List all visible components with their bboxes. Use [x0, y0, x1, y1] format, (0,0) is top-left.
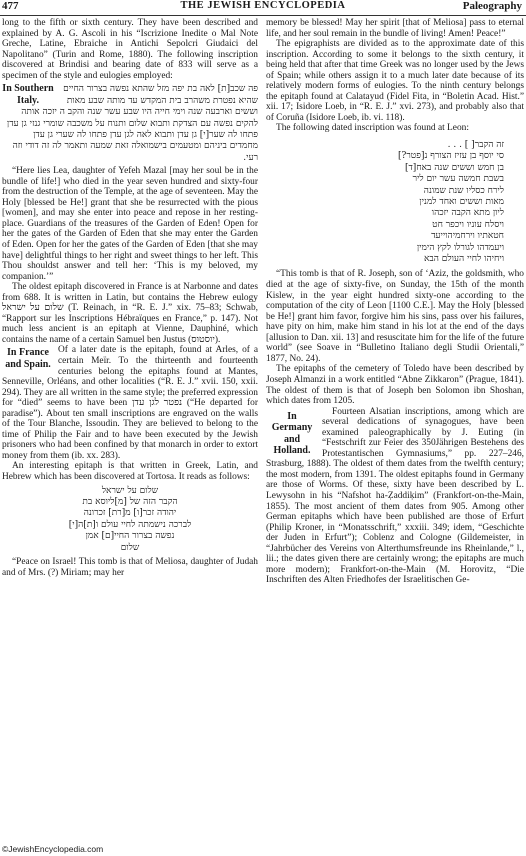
hebrew-line: שלום על ישראל: [101, 485, 159, 496]
left-column: [2, 18, 258, 578]
hebrew-line: יהודה זכר[ו] מ[רת] זכרונה: [83, 508, 177, 519]
side-heading-germany-holland: In Germany and Holland.: [271, 410, 313, 457]
paragraph: long to the fifth or sixth century. They have been described and explained by A. G. Ascoli in his “Iscrizione Inedite o Mal Note Greche, Latine, Ebraiche in Antichi Sepolcri Giudaici del Napolitano” (Turin and Rome, 1880). The following inscription discovered at Brindisi and bearing date of 833 will serve as a specimen of the style and eulogies employed:: [2, 18, 258, 81]
hebrew-line: ליון מתא הקבה יזכהו: [431, 208, 504, 219]
hebrew-inscription-brindisi: פה שכב[ת] לאה בת יפה מזל שהתא נפשה בצרור החיים שהיא נפטרת משהרב בית המקדש עד מותה שבע מאות וששים וארבעה שנה וימי חייה היו שבע עשר שנה והקב ה יזכה אותה להקים נפשה עם הצדקת ותבוא שלום ותנוח על משכבה שומרי גנזי גן עדן פתחו לה שער[י] גן עדן ותבוא לאה לגן עדן פתחו לה שערי גן עדן מחמדים ביניהם ומטעמים בישמואלה זאת שמעה ותאמר לה זה דודי וזה רעי.: [6, 84, 258, 163]
header-rule: [0, 15, 526, 16]
hebrew-line: נפשה בצרור החיי[ם] אמן: [85, 531, 175, 542]
page-number: 477: [2, 0, 19, 12]
hebrew-line: בשבת חמשה עשר יום ליר: [412, 174, 504, 185]
paragraph: Of a later date is the epitaph, found at Arles, of a certain Meïr. To the thirteenth and fourteenth centuries belong the epitaphs found at Mantes, Senneville, Orléans, and other localities (“R. E. J.” xvii. 150, xxii. 294). They are all written in the same style; the preferred expression for “died” seems to have been נפטר לגן עדן (“He departed for paradise”). About ten small inscriptions are engraved on the walls of the Tour Blanche, Issoudin. They are believed to belong to the time of Philip the Fair and to have been executed by the Jewish prisoners who had been confined by that monarch in order to extort money from them (ib. xx. 283).: [2, 345, 258, 461]
paragraph: “Here lies Lea, daughter of Yefeh Mazal [may her soul be in the bundle of life!] who died in the year seven hundred and sixty-four from the destruction of the Temple, at the age of seventeen. May the Holy [blessed be He!] grant that she be resurrected with the pious [women], and may she enter into peace and repose in her resting-place. Guardians of the treasures of the Garden of Eden! Open for her the gates of the Garden of Eden that she may enter the Garden of Eden. Open for her the gates of the Garden of Eden [that she may have] delightful things to her right and sweet things to her left. This Thou shouldst answer and tell her: ‘This is my beloved, my companion.’”: [2, 166, 258, 282]
hebrew-line: לירח כסליו שנת שמונה: [423, 185, 504, 196]
hebrew-line: סי יוסף בן עזיז הצורף נ[פטר?]: [398, 151, 504, 162]
hebrew-line: ויחיהו לחיי העולם הבא: [424, 254, 504, 265]
hebrew-line: ויסלח עוניו ויכפר חט: [432, 219, 504, 230]
side-heading-southern-italy: In Southern Italy.: [2, 83, 54, 106]
hebrew-line: זה הקבר[ ] . . .: [447, 140, 504, 151]
right-column: [266, 18, 524, 586]
hebrew-line: מאות וששים ואחד למנין: [419, 197, 504, 208]
hebrew-inscription-leon: [286, 140, 504, 265]
paragraph: “Peace on Israel! This tomb is that of Meliosa, daughter of Judah and of Mrs. (?) Miriam; may her: [2, 556, 258, 578]
running-title: THE JEWISH ENCYCLOPEDIA: [180, 0, 346, 11]
paragraph: The oldest epitaph discovered in France is at Narbonne and dates from 688. It is written in Latin, but contains the Hebrew eulogy שלום על ישראל (T. Reinach, in “R. E. J.” xix. 75–83; Schwab, “Rapport sur les Inscriptions Hébraïques en France,” p. 147). Not much less ancient is an epitaph at Vienne, Dauphiné, which contains the name of a certain Samuel ben Justus (יוסטוס).: [2, 282, 258, 345]
side-heading-france-spain: In France and Spain.: [5, 347, 51, 370]
page-header: [0, 0, 526, 16]
hebrew-inscription-tortosa: [2, 486, 258, 554]
section-title: Paleography: [462, 0, 522, 12]
paragraph: Fourteen Alsatian inscriptions, among which are several dedications of synagogues, have been examined paleographically by J. Euting (in “Festschrift zur Feier des 350Jährigen Bestehens des Protestantischen Gymnasiums,” pp. 227–246, Strasburg, 1888). The oldest of them dates from the twelfth century; the most modern, from 1391. The oldest epitaphs found in Germany are those of Worms. Of these, sixty have been described by L. Lewysohn in his “Nafshot ha-Ẓaddiḳim” (Frankfort-on-the-Main, 1855). The most ancient of them dates from 905. Among other German epitaphs which have been published are those of Erfurt (Philip Kroner, in “Monatsschrift,” xxxiii. 349; idem, “Geschichte der Juden in Erfurt”); Coblenz and Cologne (Gildemeister, in “Jahrbücher des Vereins von Alterthumsfreunde ins Rheinlande,” l., lii.; the dates given there are certainly wrong; the epitaphs are much more modern); Frankfort-on-the-Main (M. Horovitz, “Die Inschriften des Alten Friedhofes der Israelitischen Ge-: [266, 406, 524, 586]
paragraph: The epitaphs of the cemetery of Toledo have been described by Joseph Almanzi in a work entitled “Abne Zikkaron” (Prague, 1841). The oldest of them is that of Joseph ben Solomon ibn Shoshan, which dates from 1205.: [266, 364, 524, 407]
hebrew-line: ויעמדהו לגורלו לקץ הימין: [416, 242, 504, 253]
paragraph: “This tomb is that of R. Joseph, son of ‘Aziz, the goldsmith, who died at the age of sixty-five, on Sunday, the 15th of the month Kislew, in the year eight hundred sixty-one according to the computation of the city of Leon [1100 C.E.]. May the Holy [blessed be He!] grant him favor, forgive him his sins, pass over his failures, have pity on him, make him stand in his lot at the end of the days [allusion to Dan. xii. 13] and resuscitate him for the life of the future world” (see Soave in “Bulletino Italiano degli Studii Orientali,” 1877, No. 24).: [266, 269, 524, 364]
paragraph: The following dated inscription was found at Leon:: [276, 123, 469, 134]
hebrew-line: לברכה נישמתה לחיי עולם ו[ת]ה[י]: [68, 519, 192, 530]
paragraph: The epigraphists are divided as to the approximate date of this inscription. According to some it belongs to the sixth century, it being held that after that time Greek was no longer used by the Jews of Spain; while others assign it to a much later date because of its relatively modern forms of eulogies. To the ninth century belongs the epitaph found at Calatayud (Fidel Fita, in “Boletin Acad. Hist.” xii. 17; Isidore Loeb, in “R. E. J.” xvi. 273), and probably also that of Coruña (Isidore Loeb, ib. vi. 118).: [266, 39, 524, 123]
hebrew-line: חטאתיו וירחמיהוייעד: [431, 231, 504, 242]
hebrew-line: הקבר הזה של [מ]ליוסא בת: [82, 496, 178, 507]
copyright-footer: ©JewishEncyclopedia.com: [2, 844, 104, 854]
hebrew-line: בן חמש וששים שנה באח[ד]: [404, 162, 504, 173]
paragraph: An interesting epitaph is that written in Greek, Latin, and Hebrew which has been discovered at Tortosa. It reads as follows:: [2, 461, 258, 482]
hebrew-line: שלום: [120, 542, 140, 553]
paragraph: memory be blessed! May her spirit [that of Meliosa] pass to eternal life, and her soul remain in the bundle of living! Amen! Peace!”: [266, 18, 524, 39]
